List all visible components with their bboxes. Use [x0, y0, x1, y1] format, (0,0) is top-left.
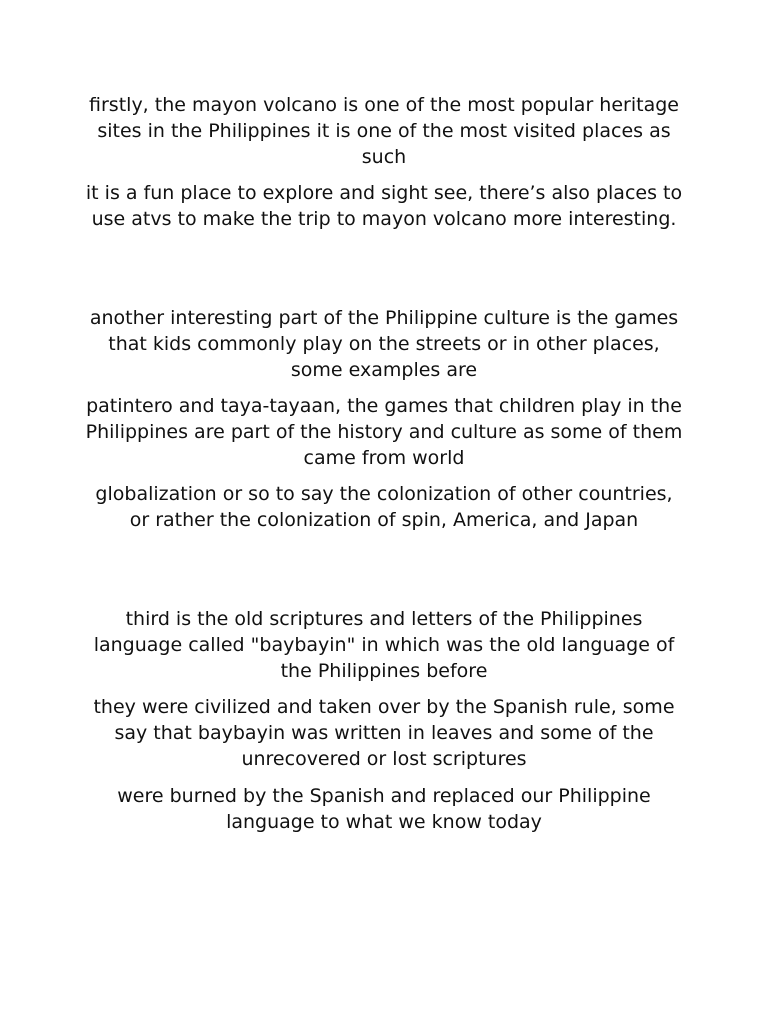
paragraph-baybayin-history: they were civilized and taken over by the Spanish rule, some say that baybayin was written in leaves and some of the unrecovered or lost scriptures — [93, 696, 675, 770]
paragraph-street-games-intro: another interesting part of the Philippine culture is the games that kids commonly play on the streets or in other places, some examples are — [89, 307, 679, 381]
paragraph-mayon-volcano-intro: firstly, the mayon volcano is one of the most popular heritage sites in the Philippines it is one of the most visited places as such — [89, 94, 679, 168]
paragraph-globalization: globalization or so to say the colonization of other countries, or rather the colonization of spin, America, and Japan — [95, 483, 673, 531]
paragraph-street-games-examples: patintero and taya-tayaan, the games that children play in the Philippines are part of the history and culture as some of them came from world — [85, 395, 683, 469]
paragraph-baybayin-burned: were burned by the Spanish and replaced our Philippine language to what we know today — [117, 785, 651, 833]
paragraph-baybayin-intro: third is the old scriptures and letters of the Philippines language called "baybayin" in which was the old language of the Philippines before — [93, 608, 675, 682]
paragraph-mayon-volcano-activities: it is a fun place to explore and sight see, there’s also places to use atvs to make the trip to mayon volcano more interesting. — [85, 182, 683, 230]
